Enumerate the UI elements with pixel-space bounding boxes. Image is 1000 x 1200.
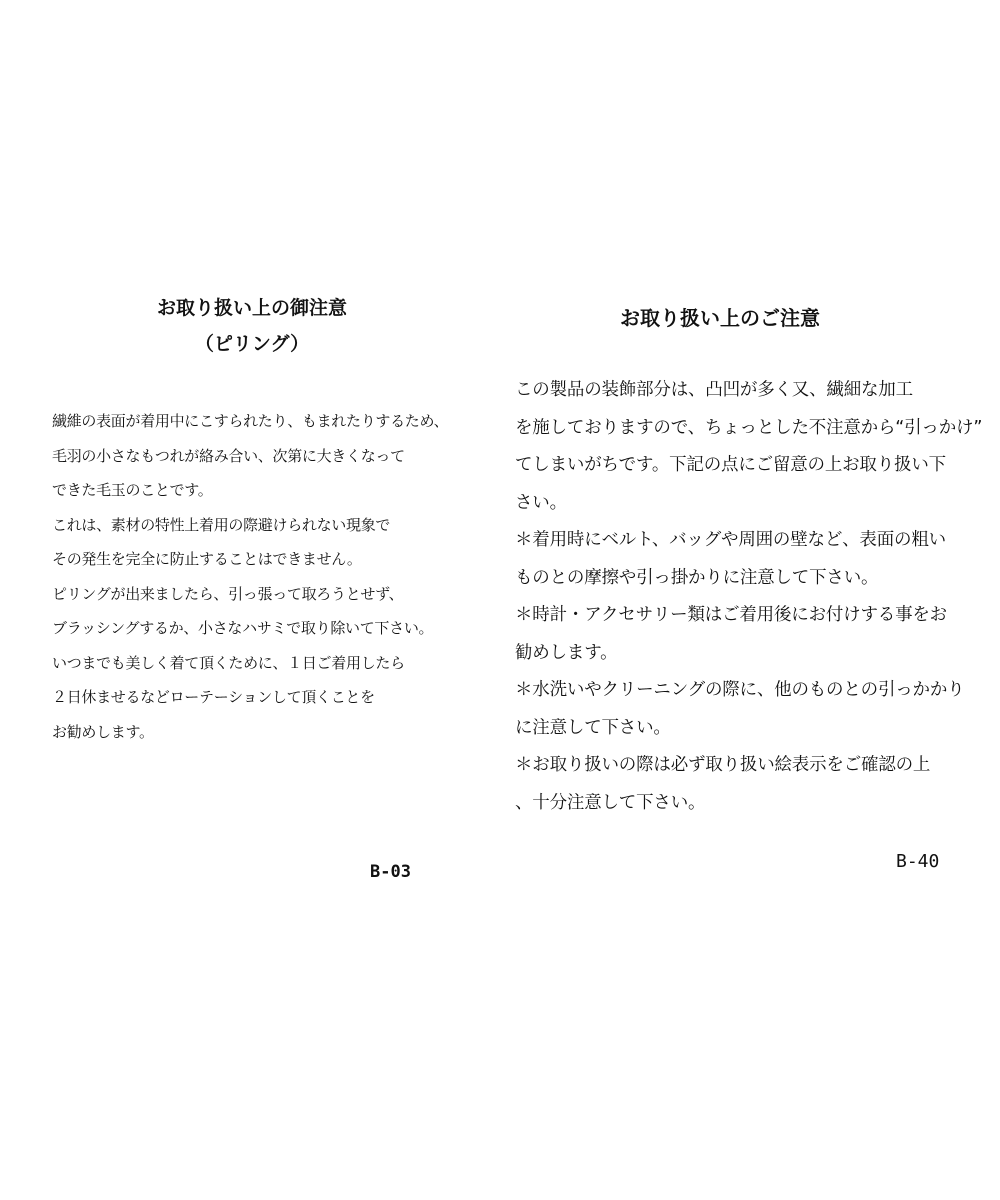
text-line: てしまいがちです。下記の点にご留意の上お取り扱い下 — [515, 455, 946, 475]
text-line: 、十分注意して下さい。 — [515, 792, 706, 813]
pilling-notice-body — [52, 404, 482, 749]
text-line: さい。 — [515, 492, 567, 513]
text-line: に注意して下さい。 — [515, 717, 671, 738]
text-line: いつまでも美しく着て頂くために、１日ご着用したら — [52, 653, 405, 672]
decoration-care-notice — [515, 300, 983, 822]
text-line: 繊維の表面が着用中にこすられたり、もまれたりするため、 — [52, 412, 449, 430]
label-code-b40: B-40 — [896, 851, 940, 872]
text-line: ものとの摩擦や引っ掛かりに注意して下さい。 — [515, 567, 879, 588]
text-line: ２日休ませるなどローテーションして頂くことを — [52, 688, 375, 706]
label-code-b03: B-03 — [370, 862, 411, 882]
text-line: その発生を完全に防止することはできません。 — [52, 550, 362, 568]
decoration-notice-title: お取り扱い上のご注意 — [620, 306, 820, 330]
text-line: ＊水洗いやクリーニングの際に、他のものとの引っかかり — [515, 680, 965, 700]
pilling-care-notice — [52, 290, 482, 749]
text-line: を施しておりますので、ちょっとした不注意から“引っかけ” — [515, 417, 983, 438]
pilling-notice-subtitle: （ピリング） — [194, 333, 310, 355]
text-line: ピリングが出来ましたら、引っ張って取ろうとせず、 — [52, 584, 404, 603]
text-line: 勧めします。 — [515, 642, 618, 663]
text-line: この製品の装飾部分は、凸凹が多く又、繊細な加工 — [515, 380, 913, 400]
pilling-notice-title: お取り扱い上の御注意 — [156, 297, 347, 319]
text-line: お勧めします。 — [52, 722, 154, 741]
text-line: ＊時計・アクセサリー類はご着用後にお付けする事をお — [515, 605, 947, 625]
text-line: できた毛玉のことです。 — [52, 481, 213, 499]
text-line: これは、素材の特性上着用の際避けられない現象で — [52, 515, 391, 534]
text-line: 毛羽の小さなもつれが絡み合い、次第に大きくなって — [52, 446, 405, 465]
text-line: ＊お取り扱いの際は必ず取り扱い絵表示をご確認の上 — [515, 755, 931, 775]
text-line: ブラッシングするか、小さなハサミで取り除いて下さい。 — [52, 619, 434, 637]
decoration-notice-body — [515, 372, 983, 822]
text-line: ＊着用時にベルト、バッグや周囲の壁など、表面の粗い — [515, 530, 946, 550]
